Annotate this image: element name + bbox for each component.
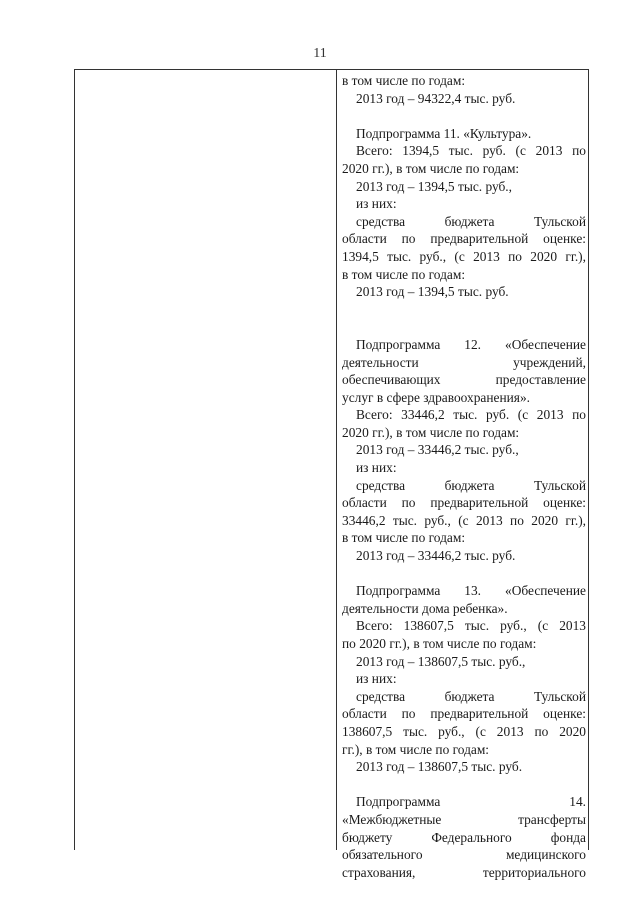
text-line: по 2020 гг.), в том числе по годам:	[342, 636, 537, 651]
text-line: в том числе по годам:	[342, 530, 466, 546]
text-line: 2013 год – 138607,5 тыс. руб.,	[356, 653, 526, 669]
text-line: деятельности учреждений,	[342, 354, 586, 370]
text-line: из них:	[356, 196, 397, 212]
text-line: 2020 гг.), в том числе по годам:	[342, 160, 520, 176]
text-line: Всего: 138607,5 тыс. руб., (с 2013	[356, 618, 586, 634]
text-line: 2013 год – 33446,2 тыс. руб.	[356, 548, 516, 564]
text-line: «Межбюджетные трансферты	[342, 811, 586, 827]
text-line: 2013 год – 33446,2 тыс. руб.,	[356, 442, 519, 458]
text-line: страхования, территориального	[342, 864, 586, 880]
text-line: средства бюджета Тульской	[356, 688, 586, 704]
text-line: 1394,5 тыс. руб., (с 2013 по 2020 гг.),	[342, 248, 586, 264]
text-line: обязательного медицинского	[342, 847, 586, 863]
text-line: деятельности дома ребенка».	[342, 600, 508, 616]
text-line: Подпрограмма 14.	[356, 794, 586, 810]
text-line: 2013 год – 1394,5 тыс. руб.,	[356, 178, 513, 194]
text-line: Всего: 33446,2 тыс. руб. (с 2013 по	[356, 407, 586, 423]
page-number: 11	[313, 46, 327, 61]
text-line: 138607,5 тыс. руб., (с 2013 по 2020	[342, 723, 586, 739]
blank-line	[342, 318, 586, 336]
blank-line	[342, 565, 586, 583]
text-line: обеспечивающих предоставление	[342, 372, 586, 388]
text-line: услуг в сфере здравоохранения».	[342, 389, 531, 405]
blank-line	[342, 301, 586, 319]
text-line: средства бюджета Тульской	[356, 477, 586, 493]
text-line: 2013 год – 94322,4 тыс. руб.	[356, 90, 516, 106]
column-divider	[336, 69, 337, 850]
table-right-column	[342, 72, 586, 881]
text-line: из них:	[356, 460, 397, 476]
text-line: бюджету Федерального фонда	[342, 829, 586, 845]
text-line: области по предварительной оценке:	[342, 231, 586, 247]
blank-line	[342, 776, 586, 794]
text-line: области по предварительной оценке:	[342, 495, 586, 511]
text-line: Подпрограмма 13. «Обеспечение	[356, 583, 586, 599]
text-line: 33446,2 тыс. руб., (с 2013 по 2020 гг.),	[342, 512, 586, 528]
text-line: 2020 гг.), в том числе по годам:	[342, 424, 520, 440]
text-line: 2013 год – 1394,5 тыс. руб.	[356, 284, 509, 300]
text-line: средства бюджета Тульской	[356, 213, 586, 229]
text-line: Подпрограмма 12. «Обеспечение	[356, 336, 586, 352]
text-line: из них:	[356, 671, 397, 687]
text-line: Всего: 1394,5 тыс. руб. (с 2013 по	[356, 143, 586, 159]
blank-line	[342, 107, 586, 125]
text-line: Подпрограмма 11. «Культура».	[356, 125, 532, 141]
text-line: в том числе по годам:	[342, 73, 466, 88]
text-line: гг.), в том числе по годам:	[342, 741, 490, 757]
text-line: области по предварительной оценке:	[342, 706, 586, 722]
text-line: в том числе по годам:	[342, 266, 466, 282]
text-line: 2013 год – 138607,5 тыс. руб.	[356, 759, 523, 775]
